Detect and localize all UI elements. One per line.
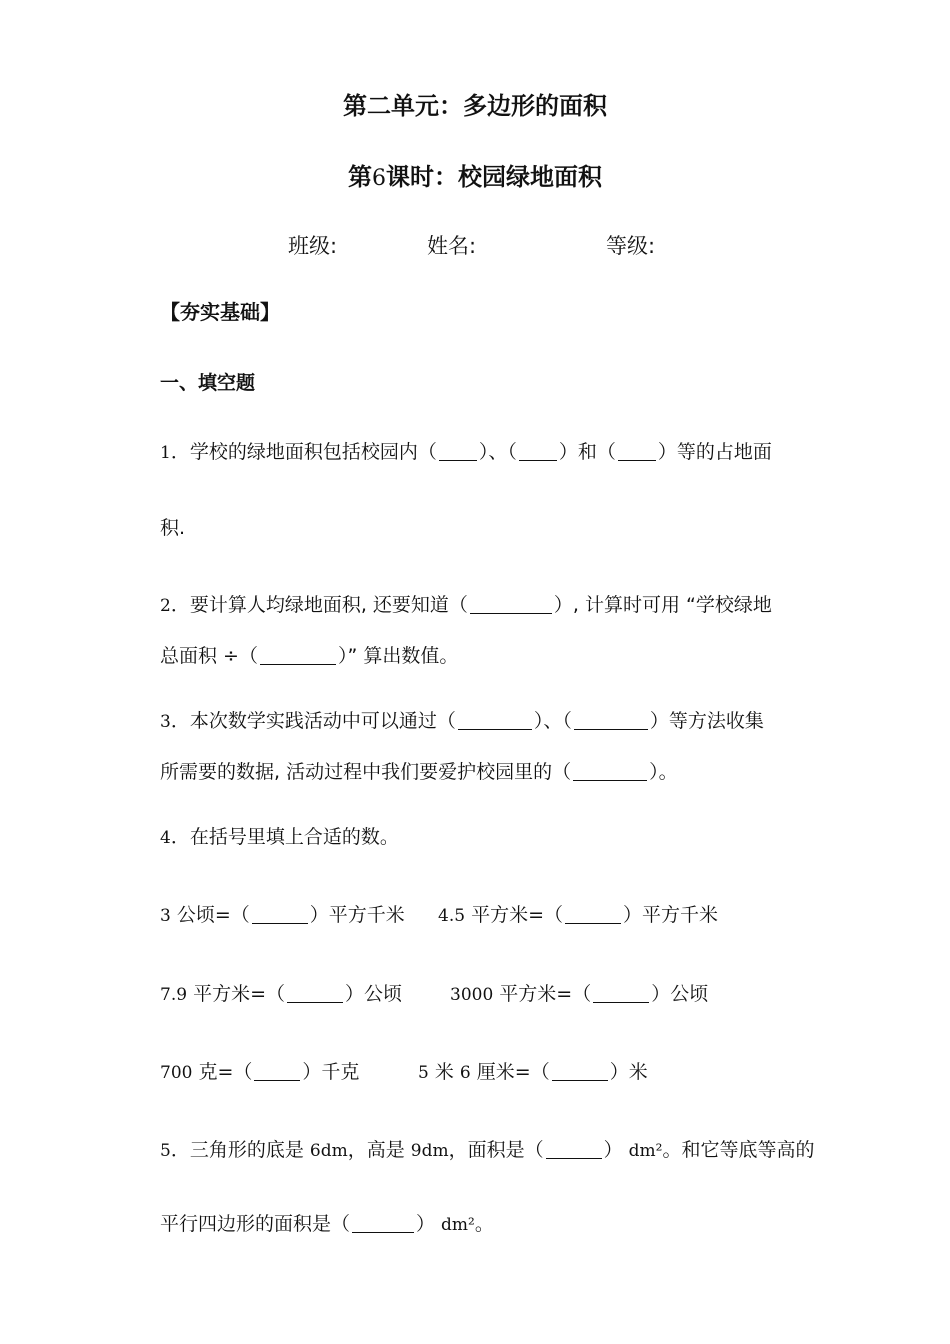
q1-text-c: ）和（: [558, 441, 616, 463]
q4-r1b-end: ）平方千米: [623, 904, 719, 926]
question-4-line: [160, 825, 399, 850]
unit-title: 第二单元：多边形的面积: [343, 92, 607, 120]
q2-text-a: ．要计算人均绿地面积, 还要知道（: [170, 594, 468, 616]
q4-row-3-a: [160, 1060, 359, 1085]
q5-line2-text-b: ）: [416, 1213, 436, 1235]
q4-r1b-number: 4.5: [438, 906, 466, 926]
q4-r3a-blank[interactable]: [254, 1062, 300, 1081]
question-5-line-2: [160, 1212, 494, 1237]
q5-text-e: ，面积是（: [448, 1139, 544, 1161]
q1-text-a: ．学校的绿地面积包括校园内（: [170, 441, 437, 463]
question-1-line-2: 积.: [160, 517, 186, 539]
lesson-title: [0, 157, 950, 192]
q4-r1a-text: 公顷=（: [170, 904, 250, 926]
q4-r2b-text: 平方米=（: [493, 983, 592, 1005]
lesson-number: 6: [372, 166, 386, 191]
question-2-line-2: [160, 644, 458, 668]
q4-row-2-b: [450, 982, 708, 1007]
q5-unit-1: dm²: [628, 1141, 663, 1161]
q5-height-value: 9dm: [410, 1141, 449, 1161]
q3-text-e: ）。: [649, 761, 678, 783]
q5-unit-2: dm²: [441, 1215, 475, 1235]
q1-blank-2[interactable]: [519, 442, 557, 461]
q1-blank-3[interactable]: [618, 442, 656, 461]
q4-row-2-a: [160, 982, 402, 1007]
q4-r2b-end: ）公顷: [651, 983, 709, 1005]
q5-base-value: 6dm: [309, 1141, 348, 1161]
q4-text: ．在括号里填上合适的数。: [170, 826, 399, 848]
q2-text-c: 总面积 ÷（: [160, 645, 258, 667]
question-1-line-1: [160, 440, 772, 465]
q2-text-d: ）” 算出数值。: [337, 645, 459, 667]
q4-r3b-number-1: 5: [418, 1063, 429, 1083]
q4-r2a-blank[interactable]: [287, 984, 343, 1003]
q3-text-d: 所需要的数据, 活动过程中我们要爱护校园里的（: [160, 761, 572, 783]
question-2-number: 2: [160, 596, 171, 616]
q5-line2-text-c: 。: [474, 1213, 494, 1235]
question-1-number: 1: [160, 443, 171, 463]
q4-r3a-text: 克=（: [192, 1061, 253, 1083]
q4-row-1-b: [438, 903, 718, 928]
q5-text-g: 。和它等底等高的: [662, 1139, 815, 1161]
question-3-number: 3: [160, 712, 171, 732]
q3-blank-3[interactable]: [573, 762, 647, 781]
question-3-line-1: [160, 709, 764, 734]
q3-text-c: ）等方法收集: [649, 710, 764, 732]
part-heading: 一、填空题: [160, 372, 256, 394]
q5-text-a: ．三角形的底是: [170, 1139, 310, 1161]
q4-r2a-text: 平方米=（: [187, 983, 286, 1005]
question-5-number: 5: [160, 1141, 171, 1161]
q2-blank-2[interactable]: [260, 646, 336, 665]
q4-r2a-number: 7.9: [160, 985, 188, 1005]
q3-blank-2[interactable]: [574, 711, 648, 730]
q1-blank-1[interactable]: [439, 442, 477, 461]
q4-r1b-blank[interactable]: [565, 905, 621, 924]
question-4-number: 4: [160, 828, 171, 848]
q1-text-b: ）、（: [478, 441, 517, 463]
q2-text-b: ）, 计算时可用 “学校绿地: [553, 594, 772, 616]
name-label: 姓名:: [427, 234, 477, 258]
q4-r3a-number: 700: [160, 1063, 193, 1083]
q4-r1a-end: ）平方千米: [309, 904, 405, 926]
q5-text-f: ）: [603, 1139, 623, 1161]
q3-text-b: ）、（: [533, 710, 572, 732]
grade-label: 等级:: [606, 234, 656, 258]
q5-line2-text-a: 平行四边形的面积是（: [160, 1213, 351, 1235]
question-5-line-1: [160, 1138, 814, 1163]
q3-text-a: ．本次数学实践活动中可以通过（: [170, 710, 456, 732]
q4-r3b-blank[interactable]: [552, 1062, 608, 1081]
q4-r1a-number: 3: [160, 906, 171, 926]
q1-text-d: ）等的占地面: [657, 441, 772, 463]
question-3-line-2: [160, 760, 678, 784]
q5-blank-2[interactable]: [352, 1214, 414, 1233]
q5-blank-1[interactable]: [546, 1140, 602, 1159]
q4-r3b-text: 厘米=（: [470, 1061, 550, 1083]
class-label: 班级:: [288, 234, 338, 258]
q4-r1b-text: 平方米=（: [465, 904, 564, 926]
q4-r3b-end: ）米: [609, 1061, 648, 1083]
q4-r3b-mid: 米: [428, 1061, 460, 1083]
lesson-title-suffix: 课时：校园绿地面积: [386, 163, 602, 191]
q4-r2b-number: 3000: [450, 985, 494, 1005]
q3-blank-1[interactable]: [458, 711, 532, 730]
q4-row-3-b: [418, 1060, 648, 1085]
q4-r3a-end: ）千克: [302, 1061, 360, 1083]
q2-blank-1[interactable]: [470, 595, 552, 614]
q4-r3b-number-2: 6: [459, 1063, 471, 1083]
lesson-title-prefix: 第: [348, 163, 372, 191]
section-label: 【夯实基础】: [160, 300, 280, 324]
q4-row-1-a: [160, 903, 405, 928]
question-2-line-1: [160, 593, 772, 618]
q4-r1a-blank[interactable]: [252, 905, 308, 924]
q4-r2b-blank[interactable]: [593, 984, 649, 1003]
q5-text-c: ，高是: [347, 1139, 411, 1161]
q4-r2a-end: ）公顷: [345, 983, 403, 1005]
